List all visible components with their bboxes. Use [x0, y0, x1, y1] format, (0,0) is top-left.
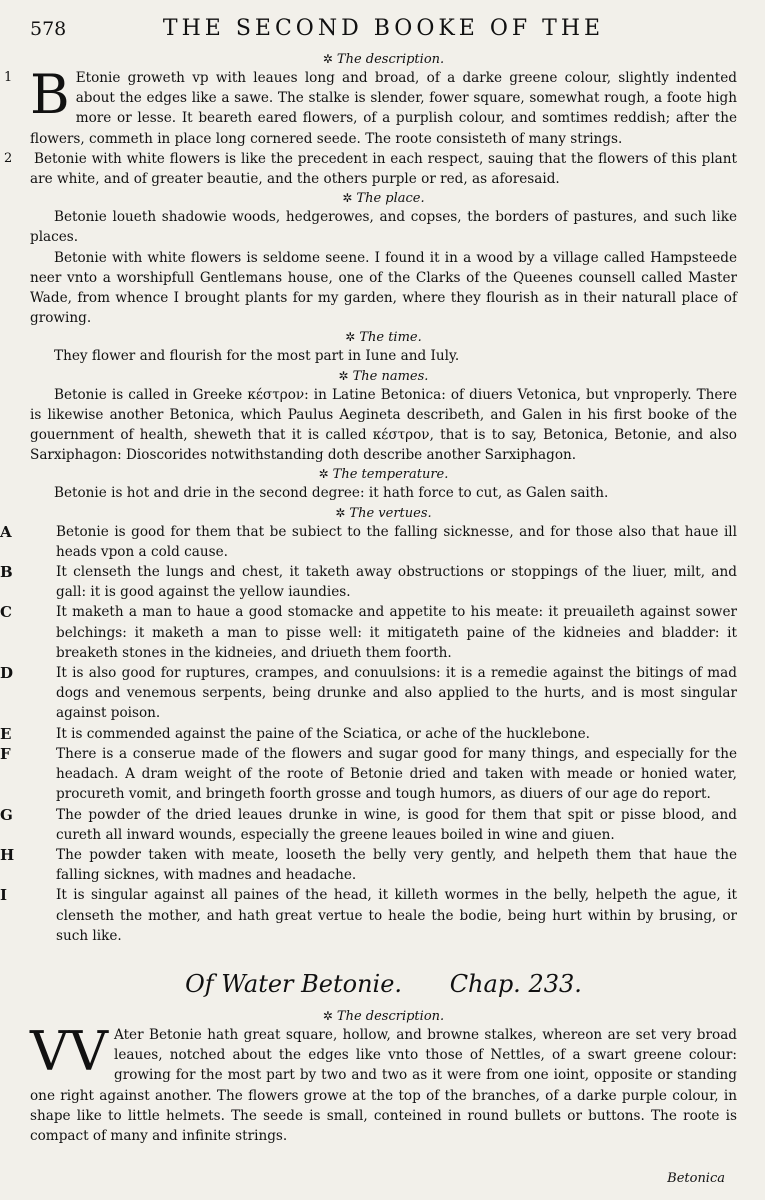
- chapter-description-paragraph: VV Ater Betonie hath great square, hollow, and browne stalkes, whereon are set very broad leaues, notched about the edges like vnto those of Nettles, of a swart greene colour: growing for the most part by two and two as it were from one ioint, opposite or standing one right against another. The flowers growe at the top of the branches, of a darke purple colour, in shape like to little helmets. The seede is small, conteined in round bullets or buttons. The roote is compact of many and infinite strings.: [30, 1019, 737, 1144]
- running-title: THE SECOND BOOKE OF THE: [162, 16, 605, 41]
- vertue-item: I It is singular against all paines of the head, it killeth wormes in the belly, helpeth the ague, it clenseth the mother, and hath great vertue to heale the bodie, being hurt within by brusing, or such like.: [0, 886, 737, 944]
- chapter-heading: [30, 970, 737, 998]
- place-paragraph-1: Betonie loueth shadowie woods, hedgerowes, and copses, the borders of pastures, and such like places.: [30, 209, 737, 246]
- vertue-item: H The powder taken with meate, looseth the belly very gently, and helpeth them that haue the falling sicknes, with madnes and headache.: [0, 845, 737, 884]
- drop-capital: B: [30, 63, 70, 126]
- vertue-item: E It is commended against the paine of the Sciatica, or ache of the hucklebone.: [0, 724, 590, 743]
- chapter-description-heading: ✲ The description.: [322, 1008, 445, 1024]
- description-paragraph-2: 2 Betonie with white flowers is like the precedent in each respect, sauing that the flowers of this plant are white, and of greater beautie, and the others purple or red, as aforesaid.: [4, 150, 737, 188]
- margin-letter: F: [0, 744, 11, 763]
- fleuron-icon: ✲: [338, 368, 349, 383]
- margin-letter: H: [0, 845, 15, 864]
- place-heading: ✲ The place.: [342, 191, 425, 207]
- page-body: [0, 50, 737, 1146]
- fleuron-icon: ✲: [322, 52, 333, 66]
- time-heading: ✲ The time.: [345, 330, 422, 346]
- margin-letter: D: [0, 664, 14, 683]
- fleuron-icon: ✲: [318, 467, 329, 482]
- description-paragraph-1: 1 B Etonie groweth vp with leaues long and broad, of a darke greene colour, slightly indented about the edges like a sawe. The stalke is slender, fower square, somewhat rough, a foote high more or lesse. It beareth eared flowers, of a purplish colour, and somtimes reddish; after the flowers, commeth in place long cornered seede. The roote consisteth of many strings.: [4, 63, 737, 147]
- vertues-list: [0, 522, 737, 946]
- paragraph-number: 1: [4, 70, 13, 85]
- drop-capital: VV: [30, 1019, 108, 1083]
- margin-letter: G: [0, 805, 13, 824]
- fleuron-icon: ✲: [335, 505, 346, 520]
- time-paragraph: They flower and flourish for the most part in Iune and Iuly.: [54, 348, 460, 365]
- running-head: [30, 14, 737, 44]
- vertue-item: G The powder of the dried leaues drunke in wine, is good for them that spit or pisse blood, and cureth all inward wounds, especially the greene leaues boiled in wine and giuen.: [0, 805, 737, 843]
- names-heading: ✲ The names.: [338, 368, 429, 384]
- catchword: Betonica: [667, 1171, 725, 1186]
- temperature-heading: ✲ The temperature.: [318, 467, 449, 483]
- temperature-paragraph: Betonie is hot and drie in the second degree: it hath force to cut, as Galen saith.: [54, 485, 609, 502]
- vertue-item: D It is also good for ruptures, crampes, and conuulsions: it is a remedie against the bitings of mad dogs and venemous serpents, being drunke and also applied to the hurts, and is most singular against poison.: [0, 664, 737, 722]
- vertue-item: C It maketh a man to haue a good stomacke and appetite to his meate: it preuaileth against sower belchings: it maketh a man to pisse well: it mitigateth paine of the kidneies and bladder: it breaketh stones in the kidneies, and driueth them foorth.: [0, 603, 737, 661]
- names-paragraph: Betonie is called in Greeke κέστρον: in Latine Betonica: of diuers Vetonica, but vnproperly. There is likewise another Betonica, which Paulus Aegineta describeth, and Galen in his first booke of the gouernment of health, sheweth that it is called κέστρον, that is to say, Betonica, Betonie, and also Sarxiphagon: Dioscorides notwithstanding doth describe another Sarxiphagon.: [30, 386, 737, 464]
- chapter-number: Chap. 233.: [449, 969, 582, 998]
- margin-letter: I: [0, 886, 8, 905]
- margin-letter: B: [0, 563, 13, 582]
- paragraph-number: 2: [4, 150, 13, 166]
- fleuron-icon: ✲: [345, 330, 356, 345]
- page-number: 578: [30, 18, 67, 40]
- vertue-item: A Betonie is good for them that be subiect to the falling sicknesse, and for those also that haue ill heads vpon a cold cause.: [0, 522, 737, 560]
- vertues-heading: ✲ The vertues.: [335, 505, 432, 521]
- place-paragraph-2: Betonie with white flowers is seldome seene. I found it in a wood by a village called Hampsteede neer vnto a worshipfull Gentlemans house, one of the Clarks of the Queenes counsell called Master Wade, from whence I brought plants for my garden, where they flourish as in their naturall place of growing.: [30, 249, 737, 327]
- vertue-item: F There is a conserue made of the flowers and sugar good for many things, and especially for the headach. A dram weight of the roote of Betonie dried and taken with meade or honied water, procureth vomit, and bringeth foorth grosse and tough humors, as diuers of our age do report.: [0, 744, 737, 803]
- fleuron-icon: ✲: [342, 191, 353, 206]
- fleuron-icon: ✲: [322, 1008, 333, 1023]
- margin-letter: E: [0, 724, 12, 743]
- margin-letter: C: [0, 603, 12, 622]
- margin-letter: A: [0, 522, 12, 541]
- vertue-item: B It clenseth the lungs and chest, it taketh away obstructions or stoppings of the liuer, milt, and gall: it is good against the yellow iaundies.: [0, 563, 737, 601]
- chapter-title: Of Water Betonie.: [185, 969, 403, 998]
- description-heading: ✲ The description.: [322, 52, 445, 67]
